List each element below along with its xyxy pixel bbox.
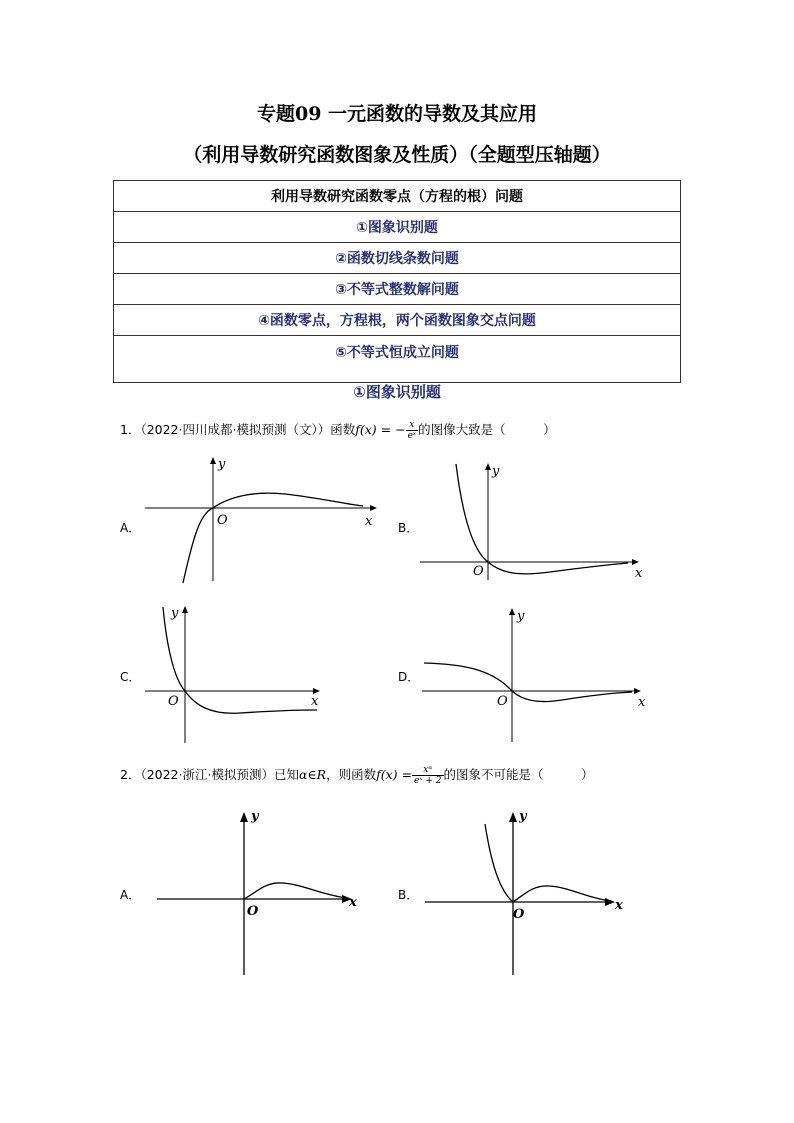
function-lhs: f(x) = −: [355, 422, 406, 437]
origin-label: O: [497, 694, 508, 709]
topic-row-5: ⑤不等式恒成立问题: [114, 336, 681, 383]
y-axis-label: y: [171, 606, 179, 621]
graph-2a: [157, 809, 362, 977]
option-b-label: B．: [398, 888, 419, 902]
graph-1c: [145, 605, 325, 745]
graph-1a: [145, 458, 380, 583]
graph-1b: [420, 462, 645, 580]
stem-text: 已知: [273, 767, 299, 782]
topic-row-4: ④函数零点，方程根，两个函数图象交点问题: [114, 305, 681, 336]
function-fraction: [412, 765, 444, 786]
origin-label: O: [168, 694, 179, 709]
doc-subtitle: （利用导数研究函数图象及性质）（全题型压轴题）: [183, 144, 611, 166]
question-number: 2．: [120, 767, 141, 782]
fraction-denominator: eˣ + 2: [414, 776, 442, 786]
origin-label: O: [473, 564, 484, 579]
x-axis-label: x: [311, 694, 319, 709]
question-2-stem: [120, 765, 594, 786]
function-lhs: f(x) =: [376, 767, 412, 782]
y-axis-label: y: [517, 609, 525, 624]
y-axis-label: y: [492, 464, 500, 479]
question-source: （2022·四川成都·模拟预测（文））: [140, 422, 331, 437]
y-axis-label: y: [218, 457, 226, 472]
option-a-label: A．: [120, 521, 141, 535]
topic-row-3: ③不等式整数解问题: [114, 274, 681, 305]
fraction-numerator: x: [406, 420, 419, 431]
function-fraction: [406, 420, 419, 441]
option-d-label: D．: [398, 670, 420, 684]
x-axis-label: x: [365, 514, 373, 529]
stem-text: 的图象不可能是（ ）: [443, 767, 594, 782]
stem-text: 的图像大致是（ ）: [418, 422, 556, 437]
topic-row-1: ①图象识别题: [114, 212, 681, 243]
x-axis-label: x: [638, 695, 646, 710]
origin-label: O: [217, 513, 228, 528]
doc-title: 专题09 一元函数的导数及其应用: [256, 103, 538, 125]
option-b-label: B．: [398, 521, 419, 535]
question-1-stem: [120, 420, 556, 441]
topics-table-header: 利用导数研究函数零点（方程的根）问题: [114, 181, 681, 212]
graph-2b: [425, 809, 630, 977]
alpha-condition: α∈R: [298, 767, 327, 782]
question-source: （2022·浙江·模拟预测）: [140, 767, 274, 782]
y-axis-label: y: [251, 809, 259, 824]
question-number: 1．: [120, 422, 141, 437]
x-axis-label: x: [349, 895, 357, 910]
y-axis-label: y: [519, 809, 527, 824]
fraction-denominator: eˣ: [407, 431, 417, 441]
stem-text: 函数: [330, 422, 356, 437]
x-axis-label: x: [635, 566, 643, 581]
graph-1d: [422, 607, 647, 742]
stem-text: ，则函数: [326, 767, 377, 782]
topics-table: [113, 180, 681, 383]
fraction-numerator: xᵅ: [412, 765, 444, 776]
option-c-label: C．: [120, 670, 141, 684]
origin-label: O: [513, 907, 525, 922]
x-axis-label: x: [615, 898, 623, 913]
topic-row-2: ②函数切线条数问题: [114, 243, 681, 274]
origin-label: O: [247, 904, 259, 919]
option-a-label: A．: [120, 888, 141, 902]
section-heading: ①图象识别题: [353, 383, 441, 401]
